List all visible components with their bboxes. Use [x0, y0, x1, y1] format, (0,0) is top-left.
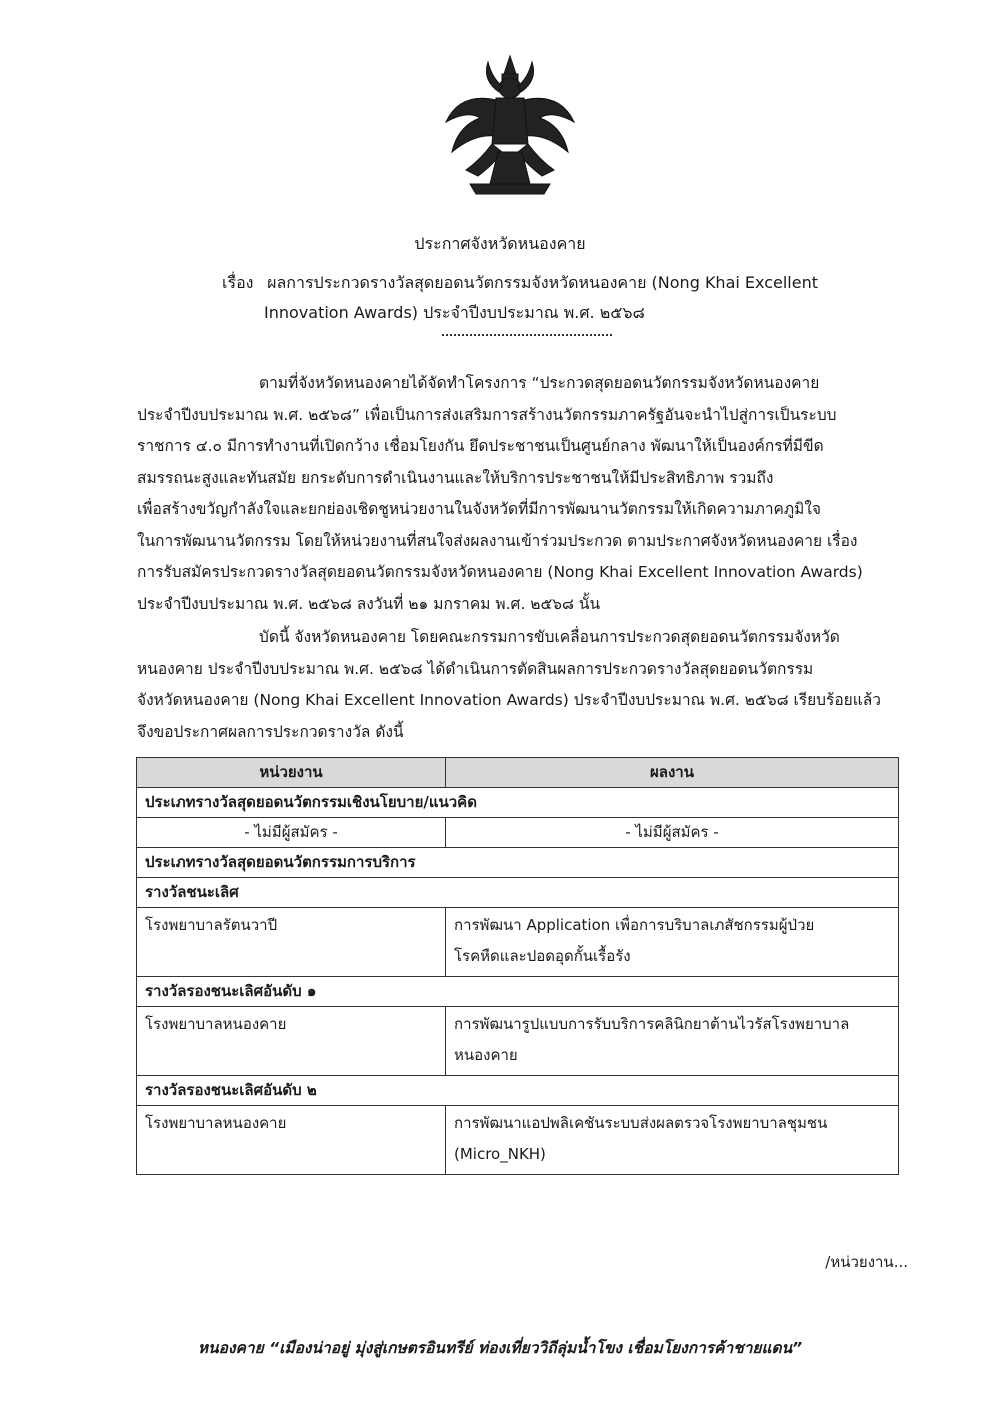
agency-cell: โรงพยาบาลรัตนวาปี	[137, 908, 446, 977]
continuation-marker: /หน่วยงาน...	[825, 1253, 908, 1271]
paragraph-line: เพื่อสร้างขวัญกำลังใจและยกย่องเชิดชูหน่วยงานในจังหวัดที่มีการพัฒนานวัตกรรมให้เกิดความภาคภูมิใจ	[137, 500, 821, 518]
work-cell	[446, 908, 899, 977]
paragraph-line: ในการพัฒนานวัตกรรม โดยให้หน่วยงานที่สนใจส่งผลงานเข้าร่วมประกวด ตามประกาศจังหวัดหนองคาย เรื่อง	[137, 531, 858, 550]
header-work: ผลงาน	[446, 758, 899, 788]
service-section-title: ประเภทรางวัลสุดยอดนวัตกรรมการบริการ	[137, 848, 899, 878]
section-row	[137, 788, 899, 818]
subject-line-2: Innovation Awards) ประจำปีงบประมาณ พ.ศ. ๒๕๖๘	[264, 303, 645, 322]
dotted-divider	[442, 334, 612, 336]
paragraph-1	[137, 368, 913, 620]
announcement-title: ประกาศจังหวัดหนองคาย	[414, 234, 586, 253]
section-row	[137, 848, 899, 878]
rank-title: รางวัลชนะเลิศ	[137, 878, 899, 908]
work-line: หนองคาย	[454, 1046, 518, 1064]
rank-row	[137, 878, 899, 908]
rank-title: รางวัลรองชนะเลิศอันดับ ๒	[137, 1076, 899, 1106]
rank-row	[137, 1076, 899, 1106]
footer-slogan: หนองคาย “เมืองน่าอยู่ มุ่งสู่เกษตรอินทรีย์ ท่องเที่ยววิถีลุ่มน้ำโขง เชื่อมโยงการค้าชายแดน”	[197, 1339, 803, 1357]
table-row	[137, 818, 899, 848]
paragraph-line: สมรรถนะสูงและทันสมัย ยกระดับการดำเนินงานและให้บริการประชาชนให้มีประสิทธิภาพ รวมถึง	[137, 468, 774, 487]
garuda-emblem-icon	[440, 52, 580, 202]
work-line: การพัฒนารูปแบบการรับบริการคลินิกยาต้านไวรัสโรงพยาบาล	[454, 1015, 850, 1033]
work-cell	[446, 1007, 899, 1076]
work-cell	[446, 1106, 899, 1175]
paragraph-line: บัดนี้ จังหวัดหนองคาย โดยคณะกรรมการขับเคลื่อนการประกวดสุดยอดนวัตกรรมจังหวัด	[259, 628, 840, 646]
work-line: โรคหืดและปอดอุดกั้นเรื้อรัง	[454, 947, 631, 965]
paragraph-line: จังหวัดหนองคาย (Nong Khai Excellent Innovation Awards) ประจำปีงบประมาณ พ.ศ. ๒๕๖๘ เรียบร้อยแล้ว	[137, 691, 881, 709]
policy-section-title: ประเภทรางวัลสุดยอดนวัตกรรมเชิงนโยบาย/แนวคิด	[137, 788, 899, 818]
agency-cell: โรงพยาบาลหนองคาย	[137, 1007, 446, 1076]
paragraph-line: การรับสมัครประกวดรางวัลสุดยอดนวัตกรรมจังหวัดหนองคาย (Nong Khai Excellent Innovation Awards)	[137, 563, 863, 581]
rank-title: รางวัลรองชนะเลิศอันดับ ๑	[137, 977, 899, 1007]
work-line: การพัฒนาแอปพลิเคชันระบบส่งผลตรวจโรงพยาบาลชุมชน	[454, 1114, 828, 1132]
paragraph-line: ประจำปีงบประมาณ พ.ศ. ๒๕๖๘” เพื่อเป็นการส่งเสริมการสร้างนวัตกรรมภาครัฐอันจะนำไปสู่การเป็นระบบ	[137, 405, 837, 424]
paragraph-2	[137, 622, 913, 748]
paragraph-line: ตามที่จังหวัดหนองคายได้จัดทำโครงการ “ประกวดสุดยอดนวัตกรรมจังหวัดหนองคาย	[259, 374, 820, 392]
rank-row	[137, 977, 899, 1007]
subject-line-1: ผลการประกวดรางวัลสุดยอดนวัตกรรมจังหวัดหนองคาย (Nong Khai Excellent	[267, 273, 818, 292]
no-applicant-cell: - ไม่มีผู้สมัคร -	[137, 818, 446, 848]
table-row	[137, 1007, 899, 1076]
table-header-row	[137, 758, 899, 788]
work-line: (Micro_NKH)	[454, 1145, 546, 1163]
table-row	[137, 908, 899, 977]
header-agency: หน่วยงาน	[137, 758, 446, 788]
paragraph-line: ประจำปีงบประมาณ พ.ศ. ๒๕๖๘ ลงวันที่ ๒๑ มกราคม พ.ศ. ๒๕๖๘ นั้น	[137, 594, 601, 613]
no-applicant-cell: - ไม่มีผู้สมัคร -	[446, 818, 899, 848]
subject-block	[222, 268, 862, 328]
subject-label: เรื่อง	[222, 273, 254, 292]
agency-cell: โรงพยาบาลหนองคาย	[137, 1106, 446, 1175]
paragraph-line: ราชการ ๔.๐ มีการทำงานที่เปิดกว้าง เชื่อมโยงกัน ยึดประชาชนเป็นศูนย์กลาง พัฒนาให้เป็นองค์กรที่มีขีด	[137, 437, 824, 455]
table-row	[137, 1106, 899, 1175]
paragraph-line: จึงขอประกาศผลการประกวดรางวัล ดังนี้	[137, 722, 404, 741]
awards-table	[136, 757, 899, 1175]
paragraph-line: หนองคาย ประจำปีงบประมาณ พ.ศ. ๒๕๖๘ ได้ดำเนินการตัดสินผลการประกวดรางวัลสุดยอดนวัตกรรม	[137, 659, 814, 678]
work-line: การพัฒนา Application เพื่อการบริบาลเภสัชกรรมผู้ป่วย	[454, 916, 815, 934]
